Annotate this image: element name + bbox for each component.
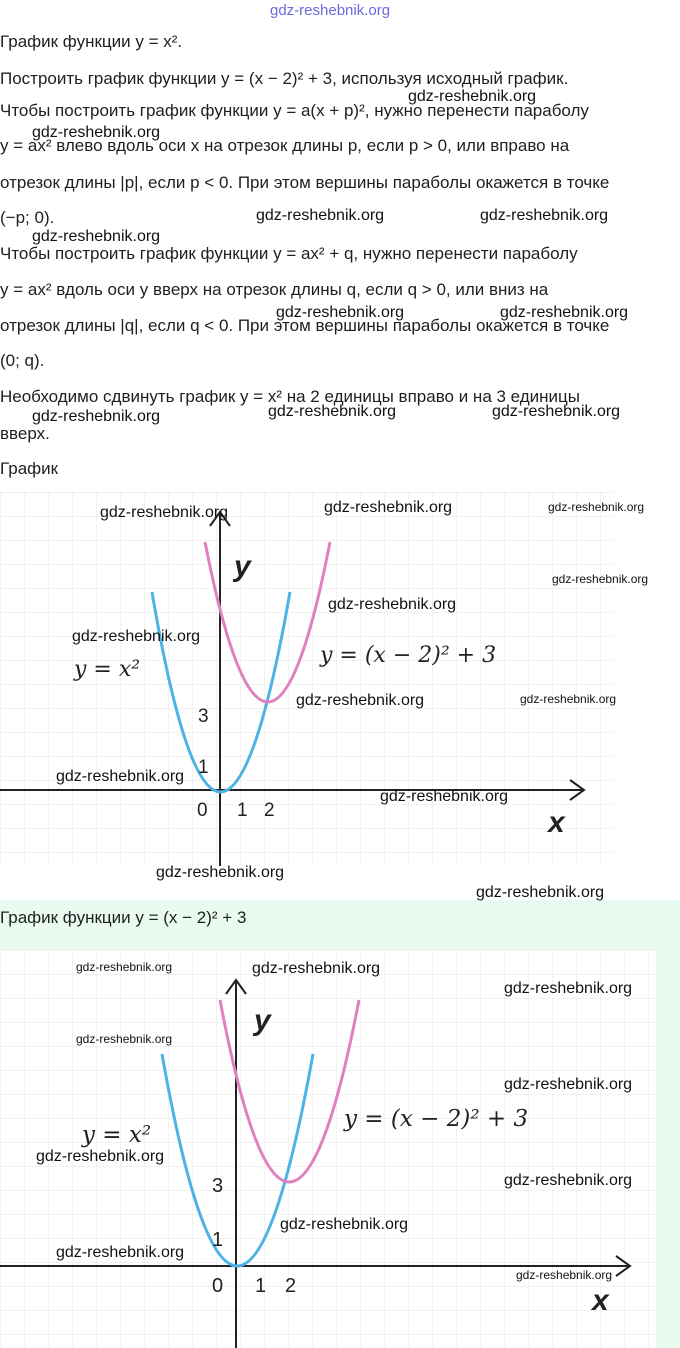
watermark: gdz-reshebnik.org: [504, 980, 633, 997]
paragraph-1: График функции y = x².: [0, 32, 183, 51]
watermark: gdz-reshebnik.org: [476, 884, 605, 901]
watermark: gdz-reshebnik.org: [56, 768, 185, 785]
label-shifted-function: y = (x − 2)² + 3: [344, 1106, 529, 1132]
watermark: gdz-reshebnik.org: [76, 1032, 173, 1046]
watermark: gdz-reshebnik.org: [268, 403, 397, 420]
label-base-function: y = x²: [74, 657, 141, 682]
tick-label-1: 1: [255, 1275, 267, 1297]
tick-label-y3: 3: [212, 1175, 224, 1197]
paragraph-8: y = ax² вдоль оси y вверх на отрезок длины q, если q > 0, или вниз на: [0, 280, 549, 299]
watermark: gdz-reshebnik.org: [480, 207, 609, 224]
panel-heading: График функции y = (x − 2)² + 3: [0, 908, 247, 927]
site-title[interactable]: gdz-reshebnik.org: [270, 2, 391, 19]
tick-label-y1: 1: [198, 757, 209, 778]
axis-label-y: y: [234, 550, 251, 583]
paragraph-6: (−p; 0).: [0, 208, 55, 227]
axis-label-y: y: [254, 1004, 271, 1037]
watermark: gdz-reshebnik.org: [252, 960, 381, 977]
watermark: gdz-reshebnik.org: [504, 1076, 633, 1093]
watermark: gdz-reshebnik.org: [32, 408, 161, 425]
axis-label-x: x: [592, 1284, 609, 1317]
watermark: gdz-reshebnik.org: [32, 228, 161, 245]
watermark: gdz-reshebnik.org: [324, 499, 453, 516]
paragraph-13: График: [0, 459, 59, 478]
watermark: gdz-reshebnik.org: [32, 124, 161, 141]
paragraph-4: y = ax² влево вдоль оси x на отрезок длины p, если p > 0, или вправо на: [0, 136, 570, 155]
paragraph-3: Чтобы построить график функции y = a(x + p)², нужно перенести параболу: [0, 101, 589, 120]
graph-1-svg: [0, 492, 617, 866]
watermark: gdz-reshebnik.org: [256, 207, 385, 224]
tick-label-0: 0: [197, 800, 208, 821]
tick-label-y3: 3: [198, 706, 209, 727]
paragraph-10: (0; q).: [0, 351, 45, 370]
paragraph-7: Чтобы построить график функции y = ax² + q, нужно перенести параболу: [0, 244, 578, 263]
watermark: gdz-reshebnik.org: [516, 1268, 613, 1282]
watermark: gdz-reshebnik.org: [548, 500, 645, 514]
watermark: gdz-reshebnik.org: [328, 596, 457, 613]
watermark: gdz-reshebnik.org: [36, 1148, 165, 1165]
watermark: gdz-reshebnik.org: [520, 692, 617, 706]
watermark: gdz-reshebnik.org: [276, 304, 405, 321]
watermark: gdz-reshebnik.org: [408, 88, 537, 105]
watermark: gdz-reshebnik.org: [504, 1172, 633, 1189]
watermark: gdz-reshebnik.org: [380, 788, 509, 805]
watermark: gdz-reshebnik.org: [156, 864, 285, 881]
watermark: gdz-reshebnik.org: [280, 1216, 409, 1233]
watermark: gdz-reshebnik.org: [72, 628, 201, 645]
label-base-function: y = x²: [82, 1122, 152, 1148]
paragraph-11: Необходимо сдвинуть график y = x² на 2 единицы вправо и на 3 единицы: [0, 387, 581, 406]
tick-label-0: 0: [212, 1275, 224, 1297]
watermark: gdz-reshebnik.org: [296, 692, 425, 709]
tick-label-2: 2: [264, 800, 275, 821]
watermark: gdz-reshebnik.org: [76, 960, 173, 974]
graph-1: [0, 492, 617, 866]
paragraph-9: отрезок длины |q|, если q < 0. При этом вершины параболы окажется в точке: [0, 316, 610, 335]
watermark: gdz-reshebnik.org: [492, 403, 621, 420]
watermark: gdz-reshebnik.org: [552, 572, 649, 586]
label-shifted-function: y = (x − 2)² + 3: [320, 643, 497, 668]
watermark: gdz-reshebnik.org: [500, 304, 629, 321]
paragraph-5: отрезок длины |p|, если p < 0. При этом вершины параболы окажется в точке: [0, 173, 610, 192]
paragraph-2: Построить график функции y = (x − 2)² + 3, используя исходный график.: [0, 69, 569, 88]
tick-label-2: 2: [285, 1275, 297, 1297]
tick-label-y1: 1: [212, 1229, 224, 1251]
watermark: gdz-reshebnik.org: [100, 504, 229, 521]
watermark: gdz-reshebnik.org: [56, 1244, 185, 1261]
axis-label-x: x: [548, 806, 565, 839]
tick-label-1: 1: [237, 800, 248, 821]
paragraph-12: вверх.: [0, 424, 50, 443]
